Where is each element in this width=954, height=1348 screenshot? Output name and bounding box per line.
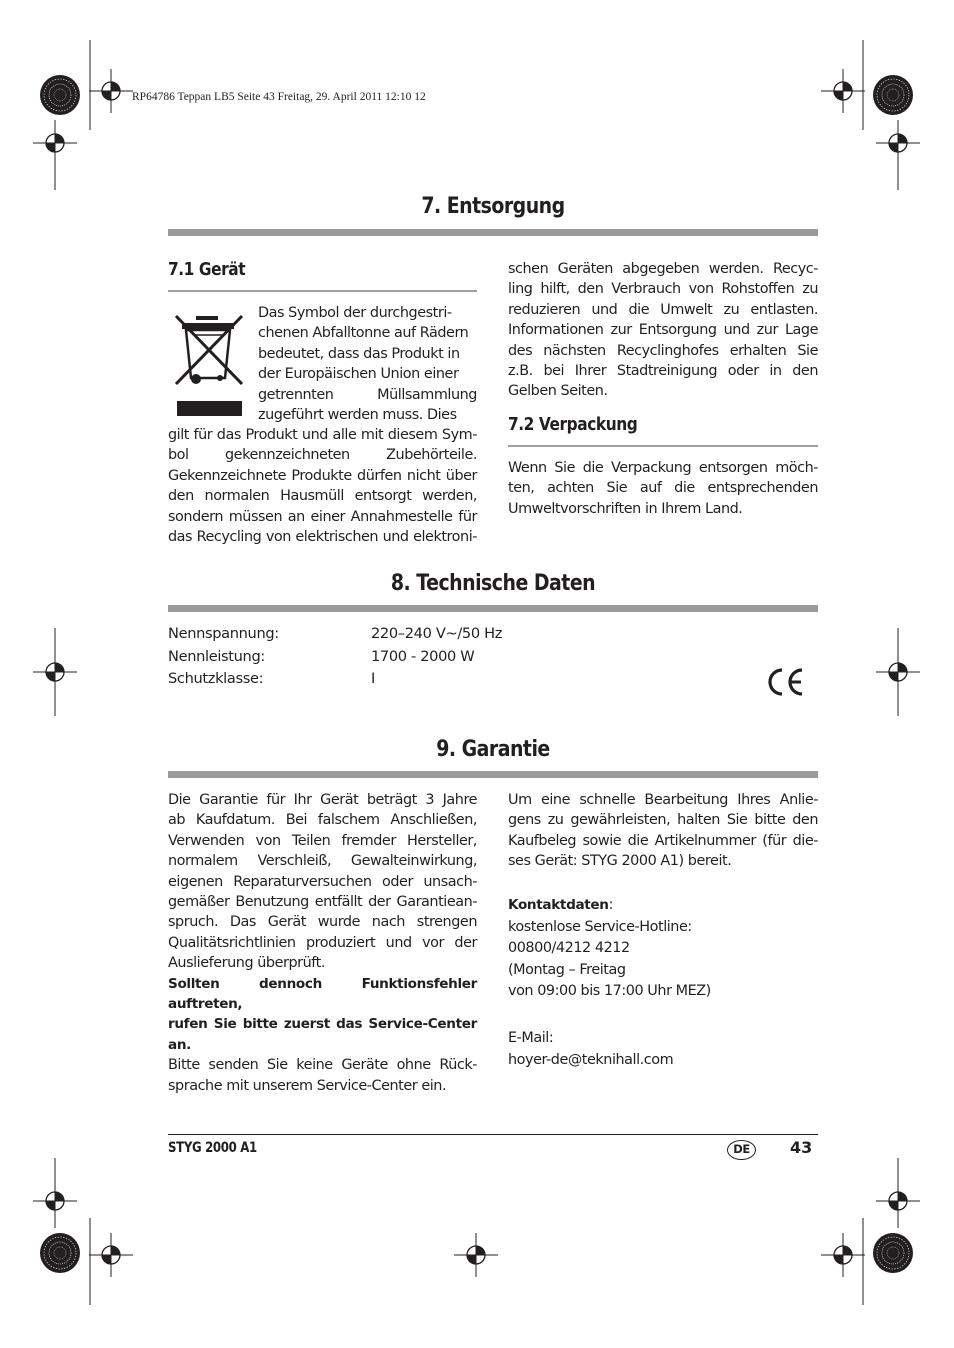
text-line: das Recycling von elektrischen und elektroni- [168, 529, 477, 546]
contact-line: (Montag – Freitag [508, 961, 626, 978]
contact-heading-line [508, 895, 818, 917]
text-line: gens zu gewährleisten, halten Sie bitte den [508, 812, 818, 829]
text-line: ses Gerät: STYG 2000 A1) bereit. [508, 853, 732, 870]
section-rule [168, 771, 818, 778]
contact-line: von 09:00 bis 17:00 Uhr MEZ) [508, 983, 711, 999]
text-line: Sollten dennoch Funktionsfehler auftreten, [168, 975, 477, 1013]
text-line: der Europäischen Union einer [258, 366, 459, 383]
text-line: ling hilft, den Verbrauch von Rohstoffen zu [508, 281, 818, 298]
text-line: Die Garantie für Ihr Gerät beträgt 3 Jahre [168, 792, 477, 808]
text-line: gemäßer Benutzung entfällt der Garantiean- [168, 894, 477, 911]
text-line: eigenen Reparaturversuchen oder unsach- [168, 873, 477, 890]
section-title-garantie: 9. Garantie [436, 737, 550, 762]
contact-block [508, 895, 818, 1003]
text-line: sprache mit unserem Service-Center ein. [168, 1077, 447, 1094]
text-line: ten, achten Sie auf die entsprechenden [508, 480, 818, 497]
text-line: Um eine schnelle Bearbeitung Ihres Anlie- [508, 792, 818, 808]
spec-value: I [371, 670, 375, 687]
weee-text-wrapped [258, 303, 477, 425]
text-line: Bitte senden Sie keine Geräte ohne Rück- [168, 1057, 477, 1074]
weee-text-full [168, 425, 477, 547]
section-title-technische-daten: 8. Technische Daten [390, 571, 596, 596]
text-line: Kaufbeleg sowie die Artikelnummer (für die- [508, 832, 818, 849]
warranty-text [168, 790, 477, 1096]
crossed-out-bin-icon [168, 306, 252, 422]
contact-heading-colon: : [608, 897, 614, 913]
section-rule [168, 229, 818, 236]
spec-label: Nennleistung: [168, 648, 265, 665]
contact-line: kostenlose Service-Hotline: [508, 918, 692, 935]
text-line: schen Geräten abgegeben werden. Recyc- [508, 261, 818, 277]
warranty-service-text [508, 790, 818, 872]
text-line: bedeutet, dass das Produkt in [258, 345, 460, 362]
weee-text-continued [508, 259, 818, 402]
spec-label: Nennspannung: [168, 625, 279, 642]
text-line: chenen Abfalltonne auf Rädern [258, 325, 469, 342]
text-line: bol gekennzeichneten Zubehörteile. [168, 447, 477, 464]
text-line: gilt für das Produkt und alle mit diesem Sym- [168, 427, 477, 443]
text-line: ab Kaufdatum. Bei falschem Anschließen, [168, 812, 477, 829]
subsection-rule [168, 290, 477, 292]
text-line: Informationen zur Entsorgung und zur Lage [508, 322, 818, 339]
footer-model: STYG 2000 A1 [168, 1140, 257, 1156]
text-line: Gelben Seiten. [508, 383, 608, 400]
text-line: den normalen Hausmüll entsorgt werden, [168, 488, 477, 505]
subsection-rule [508, 445, 818, 447]
email-label: E-Mail: [508, 1030, 554, 1046]
text-line: Qualitätsrichtlinien produziert und vor der [168, 934, 477, 951]
footer-rule [168, 1134, 818, 1135]
printer-slug: RP64786 Teppan LB5 Seite 43 Freitag, 29. April 2011 12:10 12 [132, 91, 426, 103]
text-line: Wenn Sie die Verpackung entsorgen möch- [508, 460, 818, 476]
text-line: rufen Sie bitte zuerst das Service-Center [168, 1016, 477, 1033]
language-badge: DE [727, 1140, 756, 1160]
text-line: des nächsten Recyclinghofes erhalten Sie [508, 342, 818, 359]
text-line: Auslieferung überprüft. [168, 955, 325, 972]
spec-value: 1700 - 2000 W [371, 648, 475, 665]
email-block [508, 1027, 818, 1071]
section-title-entsorgung: 7. Entsorgung [421, 194, 565, 219]
text-line: normalem Verschleiß, Gewalteinwirkung, [168, 853, 477, 870]
text-line: Verwenden von Teilen fremder Hersteller, [168, 832, 477, 849]
spec-value: 220–240 V~/50 Hz [371, 625, 503, 642]
text-line: spruch. Das Gerät wurde nach strengen [168, 914, 477, 931]
page-number: 43 [790, 1138, 813, 1157]
text-line: sondern müssen an einer Annahmestelle für [168, 508, 477, 525]
text-line: Das Symbol der durchgestri- [258, 305, 452, 321]
text-line: getrennten Müllsammlung [258, 386, 477, 403]
ce-mark-icon [766, 667, 806, 701]
contact-heading: Kontaktdaten [508, 897, 609, 913]
spec-label: Schutzklasse: [168, 670, 264, 687]
contact-line: 00800/4212 4212 [508, 940, 630, 956]
section-rule [168, 605, 818, 612]
subsection-title-verpackung: 7.2 Verpackung [508, 415, 638, 435]
text-line: an. [168, 1036, 191, 1053]
text-line: reduzieren und die Umwelt zu entlasten. [508, 301, 818, 318]
text-line: zugeführt werden muss. Dies [258, 407, 457, 424]
text-line: Gekennzeichnete Produkte dürfen nicht über [168, 467, 477, 484]
text-line: z.B. bei Ihrer Stadtreinigung oder in den [508, 363, 818, 380]
text-line: Umweltvorschriften in Ihrem Land. [508, 500, 743, 517]
packaging-text [508, 458, 818, 519]
email-address: hoyer-de@teknihall.com [508, 1052, 674, 1068]
subsection-title-geraet: 7.1 Gerät [168, 260, 246, 280]
